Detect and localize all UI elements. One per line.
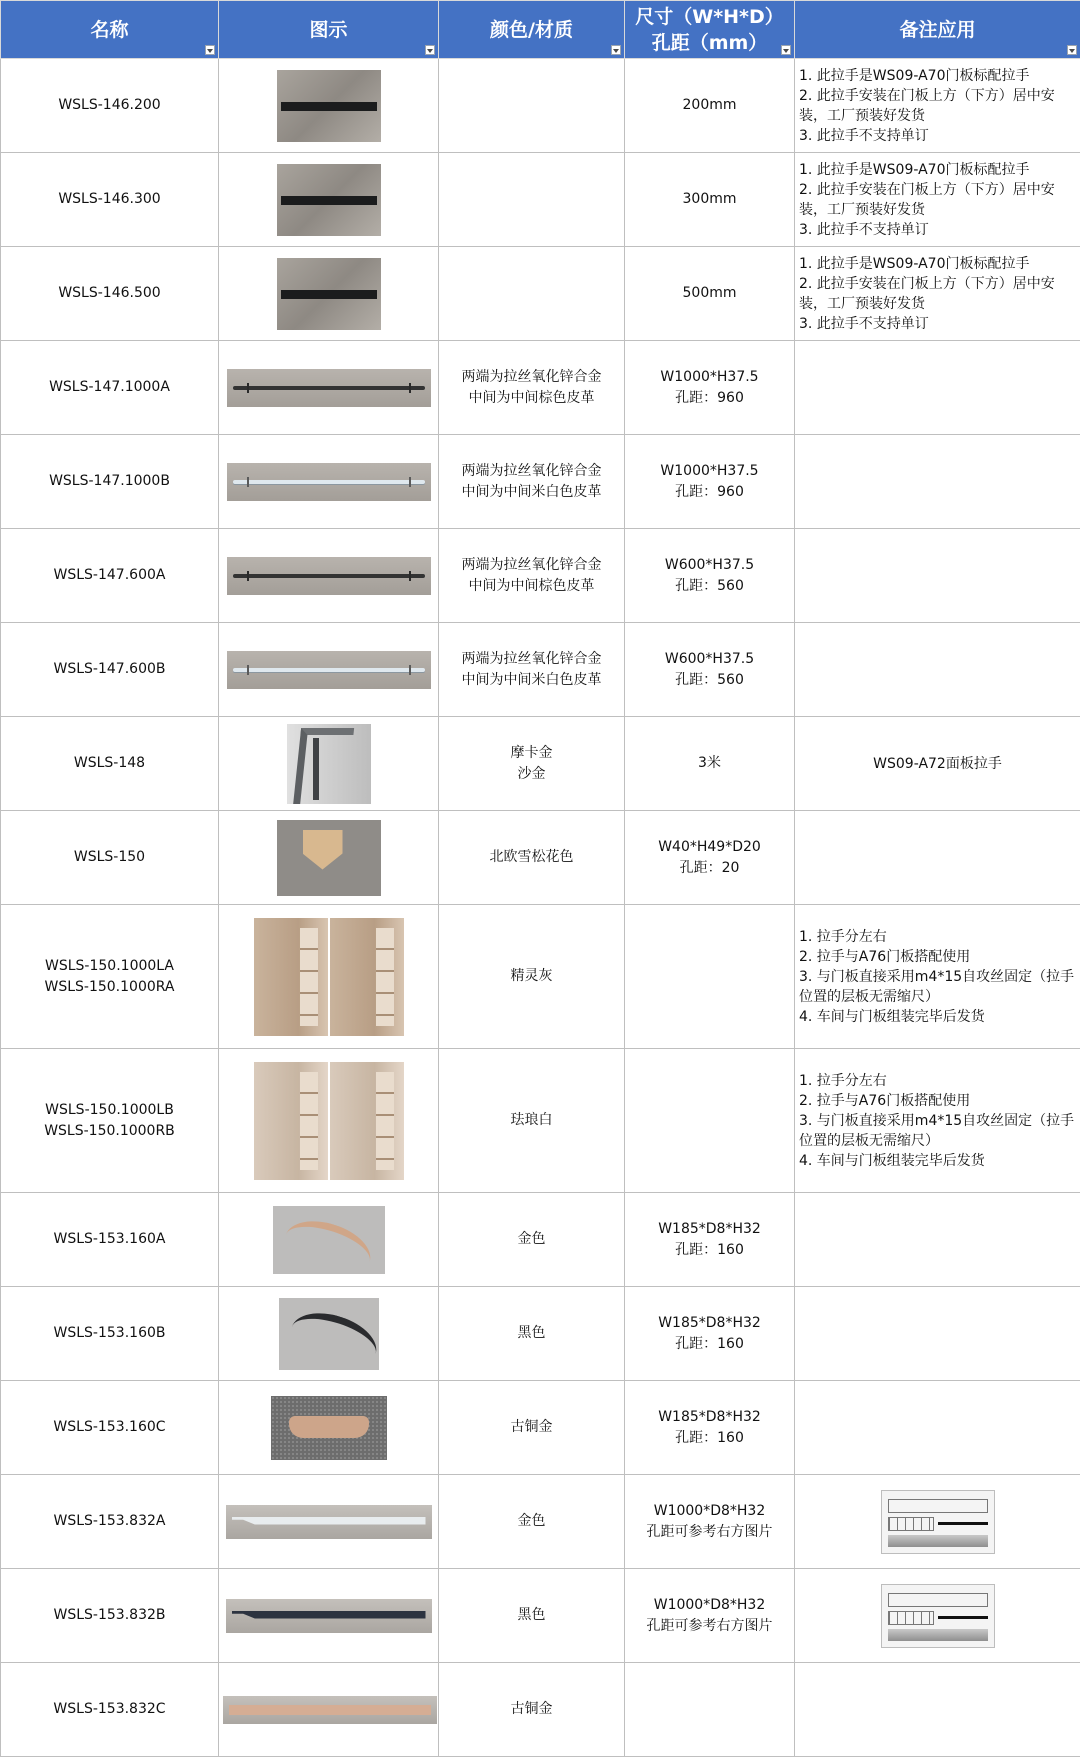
size-line: W1000*D8*H32 — [629, 1501, 790, 1522]
wood-handle-photo — [277, 820, 381, 896]
table-row — [1, 1381, 1080, 1475]
cell-size — [625, 435, 795, 529]
table-row — [1, 1287, 1080, 1381]
header-image-label: 图示 — [219, 17, 438, 43]
cell-size — [625, 341, 795, 435]
cell-color — [439, 905, 625, 1049]
cell-color — [439, 717, 625, 811]
product-name: WSLS-147.600B — [5, 659, 214, 680]
table-row — [1, 1475, 1080, 1569]
color-line: 两端为拉丝氧化锌合金 — [443, 555, 620, 576]
cell-size — [625, 623, 795, 717]
size-line: 孔距：960 — [629, 482, 790, 503]
size-line: W600*H37.5 — [629, 555, 790, 576]
size-line: 孔距：160 — [629, 1240, 790, 1261]
product-name: WSLS-150.1000RB — [5, 1121, 214, 1142]
cell-name — [1, 905, 219, 1049]
table-row — [1, 529, 1080, 623]
remark-line: WS09-A72面板拉手 — [799, 754, 1076, 774]
cell-color — [439, 435, 625, 529]
remark-line: 位置的层板无需缩尺） — [799, 1131, 1076, 1151]
product-name: WSLS-153.160B — [5, 1323, 214, 1344]
cell-size — [625, 1287, 795, 1381]
header-name — [1, 1, 219, 59]
cell-remark — [795, 59, 1080, 153]
cell-image — [219, 717, 439, 811]
cell-size — [625, 247, 795, 341]
cell-remark — [795, 1287, 1080, 1381]
cell-color — [439, 247, 625, 341]
color-line: 中间为中间米白色皮革 — [443, 482, 620, 503]
cabinet-photo — [254, 918, 404, 1036]
remark-line: 位置的层板无需缩尺） — [799, 987, 1076, 1007]
cell-size — [625, 59, 795, 153]
table-row — [1, 1193, 1080, 1287]
remark-line: 2. 此拉手安装在门板上方（下方）居中安 — [799, 274, 1076, 294]
product-name: WSLS-146.500 — [5, 283, 214, 304]
remark-line: 4. 车间与门板组装完毕后发货 — [799, 1151, 1076, 1171]
size-line: W1000*D8*H32 — [629, 1595, 790, 1616]
size-line: 3米 — [629, 753, 790, 774]
product-name: WSLS-153.160A — [5, 1229, 214, 1250]
cell-color — [439, 1287, 625, 1381]
cabinet-photo — [254, 1062, 404, 1180]
header-name-label: 名称 — [1, 17, 218, 43]
table-row — [1, 1663, 1080, 1757]
product-name: WSLS-153.832C — [5, 1699, 214, 1720]
gold-arc-handle-photo — [273, 1206, 385, 1274]
cell-name — [1, 435, 219, 529]
cell-color — [439, 153, 625, 247]
cell-size — [625, 1569, 795, 1663]
color-line: 两端为拉丝氧化锌合金 — [443, 649, 620, 670]
header-color-label: 颜色/材质 — [439, 17, 624, 43]
cell-color — [439, 1193, 625, 1287]
table-row — [1, 247, 1080, 341]
size-line: W185*D8*H32 — [629, 1313, 790, 1334]
cell-image — [219, 341, 439, 435]
table-row — [1, 59, 1080, 153]
color-line: 珐琅白 — [443, 1110, 620, 1131]
color-line: 古铜金 — [443, 1699, 620, 1720]
black-handle-photo — [277, 70, 381, 142]
cell-size — [625, 1475, 795, 1569]
cell-remark — [795, 623, 1080, 717]
cell-size — [625, 529, 795, 623]
cell-image — [219, 1193, 439, 1287]
table-row — [1, 905, 1080, 1049]
table-row — [1, 623, 1080, 717]
cell-name — [1, 811, 219, 905]
size-line: 200mm — [629, 95, 790, 116]
cell-color — [439, 1475, 625, 1569]
cell-name — [1, 1381, 219, 1475]
remark-line: 装，工厂预装好发货 — [799, 200, 1076, 220]
size-line: W1000*H37.5 — [629, 461, 790, 482]
color-line: 金色 — [443, 1229, 620, 1250]
cell-size — [625, 153, 795, 247]
filter-dropdown-icon[interactable] — [425, 45, 435, 55]
filter-dropdown-icon[interactable] — [205, 45, 215, 55]
header-size-label-1: 尺寸（W*H*D） — [625, 4, 794, 30]
cell-image — [219, 153, 439, 247]
black-handle-photo — [277, 164, 381, 236]
cell-color — [439, 59, 625, 153]
cell-color — [439, 1663, 625, 1757]
color-line: 中间为中间米白色皮革 — [443, 670, 620, 691]
header-remark — [795, 1, 1080, 59]
product-name: WSLS-150.1000RA — [5, 977, 214, 998]
table-row — [1, 1049, 1080, 1193]
remark-line: 4. 车间与门板组装完毕后发货 — [799, 1007, 1076, 1027]
cell-name — [1, 529, 219, 623]
cell-remark — [795, 1381, 1080, 1475]
long-handle-dark-photo — [227, 369, 431, 407]
remark-line: 2. 拉手与A76门板搭配使用 — [799, 947, 1076, 967]
remark-line: 2. 此拉手安装在门板上方（下方）居中安 — [799, 180, 1076, 200]
cell-name — [1, 59, 219, 153]
cell-name — [1, 1475, 219, 1569]
product-name: WSLS-153.832B — [5, 1605, 214, 1626]
product-name: WSLS-153.160C — [5, 1417, 214, 1438]
cell-name — [1, 623, 219, 717]
cell-color — [439, 1381, 625, 1475]
header-color — [439, 1, 625, 59]
size-line: W1000*H37.5 — [629, 367, 790, 388]
product-name: WSLS-153.832A — [5, 1511, 214, 1532]
filter-dropdown-icon[interactable] — [781, 45, 791, 55]
filter-dropdown-icon[interactable] — [1067, 45, 1077, 55]
remark-line: 1. 此拉手是WS09-A70门板标配拉手 — [799, 160, 1076, 180]
cell-remark — [795, 153, 1080, 247]
header-size — [625, 1, 795, 59]
header-size-label-2: 孔距（mm） — [625, 30, 794, 56]
cell-image — [219, 1049, 439, 1193]
size-line: 500mm — [629, 283, 790, 304]
size-line: W40*H49*D20 — [629, 837, 790, 858]
cell-size — [625, 905, 795, 1049]
header-remark-label: 备注应用 — [795, 17, 1080, 43]
size-line: 孔距：960 — [629, 388, 790, 409]
cell-image — [219, 1475, 439, 1569]
long-handle-light-photo — [227, 463, 431, 501]
cell-image — [219, 1569, 439, 1663]
remark-line: 1. 此拉手是WS09-A70门板标配拉手 — [799, 66, 1076, 86]
cell-image — [219, 623, 439, 717]
remark-line: 3. 此拉手不支持单订 — [799, 314, 1076, 334]
cell-remark — [795, 717, 1080, 811]
cell-image — [219, 1381, 439, 1475]
profile-handle-photo — [287, 724, 371, 804]
size-line: 孔距：160 — [629, 1428, 790, 1449]
color-line: 精灵灰 — [443, 966, 620, 987]
color-line: 金色 — [443, 1511, 620, 1532]
remark-line: 3. 与门板直接采用m4*15自攻丝固定（拉手 — [799, 967, 1076, 987]
size-line: W185*D8*H32 — [629, 1219, 790, 1240]
cell-name — [1, 717, 219, 811]
color-line: 古铜金 — [443, 1417, 620, 1438]
table-row — [1, 153, 1080, 247]
cell-color — [439, 1569, 625, 1663]
size-line: 孔距：20 — [629, 858, 790, 879]
table-row — [1, 435, 1080, 529]
header-row — [1, 1, 1080, 59]
size-line: W185*D8*H32 — [629, 1407, 790, 1428]
cell-remark — [795, 529, 1080, 623]
product-name: WSLS-147.1000A — [5, 377, 214, 398]
black-arc-handle-photo — [279, 1298, 379, 1370]
color-line: 黑色 — [443, 1323, 620, 1344]
color-line: 北欧雪松花色 — [443, 847, 620, 868]
long-handle-dark-photo — [227, 557, 431, 595]
table-row — [1, 717, 1080, 811]
table-row — [1, 341, 1080, 435]
color-line: 沙金 — [443, 764, 620, 785]
product-name: WSLS-146.300 — [5, 189, 214, 210]
cell-image — [219, 811, 439, 905]
remark-line: 1. 拉手分左右 — [799, 927, 1076, 947]
technical-drawing — [881, 1490, 995, 1554]
color-line: 中间为中间棕色皮革 — [443, 388, 620, 409]
cell-remark — [795, 1475, 1080, 1569]
strip-handle-photo — [223, 1696, 437, 1724]
header-image — [219, 1, 439, 59]
remark-line: 3. 此拉手不支持单订 — [799, 220, 1076, 240]
cell-size — [625, 811, 795, 905]
cell-color — [439, 341, 625, 435]
cell-color — [439, 1049, 625, 1193]
cell-image — [219, 247, 439, 341]
cell-color — [439, 529, 625, 623]
remark-line: 2. 此拉手安装在门板上方（下方）居中安 — [799, 86, 1076, 106]
cell-name — [1, 1569, 219, 1663]
size-line: 孔距可参考右方图片 — [629, 1522, 790, 1543]
cell-name — [1, 153, 219, 247]
size-line: 孔距可参考右方图片 — [629, 1616, 790, 1637]
remark-line: 1. 拉手分左右 — [799, 1071, 1076, 1091]
cell-color — [439, 811, 625, 905]
remark-line: 1. 此拉手是WS09-A70门板标配拉手 — [799, 254, 1076, 274]
size-line: 孔距：560 — [629, 576, 790, 597]
product-name: WSLS-150 — [5, 847, 214, 868]
size-line: W600*H37.5 — [629, 649, 790, 670]
product-name: WSLS-150.1000LB — [5, 1100, 214, 1121]
product-name: WSLS-147.1000B — [5, 471, 214, 492]
size-line: 300mm — [629, 189, 790, 210]
size-line: 孔距：560 — [629, 670, 790, 691]
cell-color — [439, 623, 625, 717]
color-line: 两端为拉丝氧化锌合金 — [443, 461, 620, 482]
technical-drawing — [881, 1584, 995, 1648]
cell-name — [1, 247, 219, 341]
product-name: WSLS-147.600A — [5, 565, 214, 586]
cell-image — [219, 1663, 439, 1757]
cell-name — [1, 1193, 219, 1287]
product-name: WSLS-148 — [5, 753, 214, 774]
cell-name — [1, 1287, 219, 1381]
long-handle-light-photo — [227, 651, 431, 689]
cell-remark — [795, 1569, 1080, 1663]
table-row — [1, 811, 1080, 905]
cell-remark — [795, 341, 1080, 435]
cell-remark — [795, 1663, 1080, 1757]
cell-remark — [795, 811, 1080, 905]
cell-image — [219, 435, 439, 529]
strip-handle-photo — [226, 1599, 432, 1633]
table-row — [1, 1569, 1080, 1663]
product-name: WSLS-146.200 — [5, 95, 214, 116]
remark-line: 装，工厂预装好发货 — [799, 294, 1076, 314]
cell-name — [1, 341, 219, 435]
bronze-handle-photo — [271, 1396, 387, 1460]
cell-size — [625, 1663, 795, 1757]
size-line: 孔距：160 — [629, 1334, 790, 1355]
cell-size — [625, 1193, 795, 1287]
product-name: WSLS-150.1000LA — [5, 956, 214, 977]
cell-size — [625, 1049, 795, 1193]
cell-remark — [795, 435, 1080, 529]
cell-remark — [795, 1049, 1080, 1193]
remark-line: 3. 此拉手不支持单订 — [799, 126, 1076, 146]
color-line: 中间为中间棕色皮革 — [443, 576, 620, 597]
cell-remark — [795, 1193, 1080, 1287]
remark-line: 装，工厂预装好发货 — [799, 106, 1076, 126]
cell-remark — [795, 247, 1080, 341]
color-line: 黑色 — [443, 1605, 620, 1626]
cell-remark — [795, 905, 1080, 1049]
cell-image — [219, 905, 439, 1049]
cell-name — [1, 1663, 219, 1757]
cell-name — [1, 1049, 219, 1193]
strip-handle-photo — [226, 1505, 432, 1539]
color-line: 摩卡金 — [443, 743, 620, 764]
filter-dropdown-icon[interactable] — [611, 45, 621, 55]
remark-line: 3. 与门板直接采用m4*15自攻丝固定（拉手 — [799, 1111, 1076, 1131]
cell-image — [219, 59, 439, 153]
cell-size — [625, 1381, 795, 1475]
black-handle-photo — [277, 258, 381, 330]
cell-image — [219, 1287, 439, 1381]
cell-image — [219, 529, 439, 623]
color-line: 两端为拉丝氧化锌合金 — [443, 367, 620, 388]
cell-size — [625, 717, 795, 811]
remark-line: 2. 拉手与A76门板搭配使用 — [799, 1091, 1076, 1111]
